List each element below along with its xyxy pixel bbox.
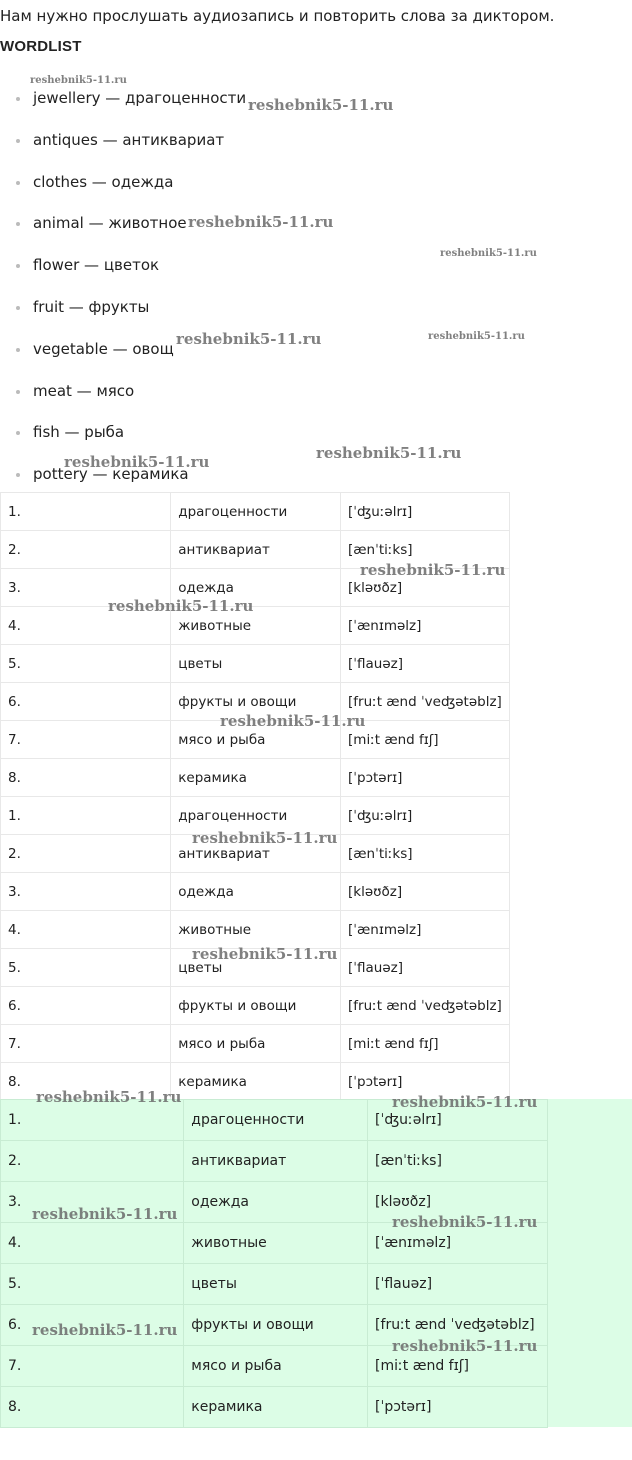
table-row — [1, 493, 510, 531]
table-row — [1, 1223, 548, 1264]
row-number: 5. — [1, 645, 171, 683]
transcription: [ˈpɔtərɪ] — [368, 1387, 548, 1428]
wordlist-item: clothes — одежда — [0, 162, 246, 204]
watermark: reshebnik5-11.ru — [30, 75, 127, 86]
table-row — [1, 835, 510, 873]
watermark: reshebnik5-11.ru — [440, 248, 537, 259]
transcription: [ˈpɔtərɪ] — [341, 1063, 510, 1101]
watermark: reshebnik5-11.ru — [64, 453, 210, 471]
russian-word: цветы — [171, 949, 341, 987]
row-number: 5. — [1, 949, 171, 987]
transcription: [ˈflauəz] — [341, 949, 510, 987]
russian-word: мясо и рыба — [171, 721, 341, 759]
bullet-icon — [16, 390, 20, 394]
table-row — [1, 1305, 548, 1346]
table-row — [1, 1100, 548, 1141]
watermark: reshebnik5-11.ru — [32, 1205, 178, 1223]
row-number: 3. — [1, 1182, 184, 1223]
russian-word: одежда — [184, 1182, 368, 1223]
vocab-table-1 — [0, 492, 510, 797]
transcription: [fruːt ænd ˈveʤətəblz] — [341, 987, 510, 1025]
table-row — [1, 645, 510, 683]
row-number: 8. — [1, 1387, 184, 1428]
russian-word: мясо и рыба — [184, 1346, 368, 1387]
watermark: reshebnik5-11.ru — [392, 1337, 538, 1355]
wordlist-item: antiques — антиквариат — [0, 120, 246, 162]
wordlist-item: fruit — фрукты — [0, 287, 246, 329]
bullet-icon — [16, 473, 20, 477]
table-row — [1, 759, 510, 797]
table-row — [1, 569, 510, 607]
table-row — [1, 797, 510, 835]
transcription: [miːt ænd fɪʃ] — [341, 721, 510, 759]
row-number: 1. — [1, 1100, 184, 1141]
green-table-panel — [0, 1099, 632, 1427]
russian-word: фрукты и овощи — [171, 987, 341, 1025]
row-number: 8. — [1, 1063, 171, 1101]
bullet-icon — [16, 139, 20, 143]
watermark: reshebnik5-11.ru — [360, 561, 506, 579]
table-row — [1, 721, 510, 759]
watermark: reshebnik5-11.ru — [32, 1321, 178, 1339]
row-number: 7. — [1, 1346, 184, 1387]
russian-word: керамика — [171, 759, 341, 797]
table-row — [1, 1264, 548, 1305]
bullet-icon — [16, 306, 20, 310]
transcription: [kləʊðz] — [368, 1182, 548, 1223]
watermark: reshebnik5-11.ru — [428, 331, 525, 342]
transcription: [ˈʤuːəlrɪ] — [341, 493, 510, 531]
bullet-icon — [16, 222, 20, 226]
transcription: [ˈænɪməlz] — [341, 607, 510, 645]
table-row — [1, 1025, 510, 1063]
transcription: [ænˈtiːks] — [341, 835, 510, 873]
table-row — [1, 911, 510, 949]
russian-word: фрукты и овощи — [171, 683, 341, 721]
row-number: 3. — [1, 873, 171, 911]
russian-word: антиквариат — [171, 835, 341, 873]
transcription: [ˈʤuːəlrɪ] — [341, 797, 510, 835]
russian-word: керамика — [184, 1387, 368, 1428]
row-number: 7. — [1, 721, 171, 759]
transcription: [ænˈtiːks] — [368, 1141, 548, 1182]
row-number: 3. — [1, 569, 171, 607]
transcription: [ˈænɪməlz] — [368, 1223, 548, 1264]
russian-word: цветы — [184, 1264, 368, 1305]
wordlist-heading: WORDLIST — [0, 38, 82, 55]
russian-word: животные — [171, 607, 341, 645]
wordlist — [0, 78, 246, 496]
transcription: [kləʊðz] — [341, 873, 510, 911]
table-row — [1, 1346, 548, 1387]
russian-word: животные — [171, 911, 341, 949]
russian-word: драгоценности — [171, 797, 341, 835]
transcription: [miːt ænd fɪʃ] — [368, 1346, 548, 1387]
row-number: 1. — [1, 493, 171, 531]
watermark: reshebnik5-11.ru — [192, 829, 338, 847]
transcription: [fruːt ænd ˈveʤətəblz] — [341, 683, 510, 721]
russian-word: одежда — [171, 569, 341, 607]
bullet-icon — [16, 181, 20, 185]
russian-word: мясо и рыба — [171, 1025, 341, 1063]
row-number: 4. — [1, 1223, 184, 1264]
bullet-icon — [16, 264, 20, 268]
watermark: reshebnik5-11.ru — [108, 597, 254, 615]
watermark: reshebnik5-11.ru — [188, 213, 334, 231]
wordlist-item: fish — рыба — [0, 412, 246, 454]
watermark: reshebnik5-11.ru — [36, 1088, 182, 1106]
russian-word: цветы — [171, 645, 341, 683]
wordlist-item: meat — мясо — [0, 371, 246, 413]
russian-word: драгоценности — [171, 493, 341, 531]
transcription: [ˈpɔtərɪ] — [341, 759, 510, 797]
wordlist-item: flower — цветок — [0, 245, 246, 287]
table-row — [1, 683, 510, 721]
row-number: 2. — [1, 531, 171, 569]
watermark: reshebnik5-11.ru — [392, 1093, 538, 1111]
bullet-icon — [16, 348, 20, 352]
transcription: [ˈænɪməlz] — [341, 911, 510, 949]
wordlist-item: animal — животное — [0, 203, 246, 245]
watermark: reshebnik5-11.ru — [392, 1213, 538, 1231]
transcription: [kləʊðz] — [341, 569, 510, 607]
wordlist-item: jewellery — драгоценности — [0, 78, 246, 120]
watermark: reshebnik5-11.ru — [176, 330, 322, 348]
russian-word: драгоценности — [184, 1100, 368, 1141]
row-number: 4. — [1, 911, 171, 949]
watermark: reshebnik5-11.ru — [248, 96, 394, 114]
russian-word: антиквариат — [171, 531, 341, 569]
table-row — [1, 1387, 548, 1428]
table-row — [1, 1141, 548, 1182]
row-number: 6. — [1, 1305, 184, 1346]
transcription: [ˈʤuːəlrɪ] — [368, 1100, 548, 1141]
row-number: 2. — [1, 835, 171, 873]
row-number: 5. — [1, 1264, 184, 1305]
transcription: [ænˈtiːks] — [341, 531, 510, 569]
table-row — [1, 949, 510, 987]
table-row — [1, 873, 510, 911]
transcription: [miːt ænd fɪʃ] — [341, 1025, 510, 1063]
row-number: 4. — [1, 607, 171, 645]
table-row — [1, 987, 510, 1025]
vocab-table-3 — [0, 1099, 548, 1428]
transcription: [ˈflauəz] — [368, 1264, 548, 1305]
russian-word: одежда — [171, 873, 341, 911]
table-row — [1, 607, 510, 645]
watermark: reshebnik5-11.ru — [192, 945, 338, 963]
russian-word: фрукты и овощи — [184, 1305, 368, 1346]
wordlist-item: pottery — керамика — [0, 454, 246, 496]
russian-word: керамика — [171, 1063, 341, 1101]
table-row — [1, 531, 510, 569]
row-number: 6. — [1, 987, 171, 1025]
watermark: reshebnik5-11.ru — [220, 712, 366, 730]
russian-word: животные — [184, 1223, 368, 1264]
bullet-icon — [16, 97, 20, 101]
table-row — [1, 1182, 548, 1223]
row-number: 1. — [1, 797, 171, 835]
row-number: 6. — [1, 683, 171, 721]
transcription: [ˈflauəz] — [341, 645, 510, 683]
vocab-table-2 — [0, 796, 510, 1101]
wordlist-item: vegetable — овощ — [0, 329, 246, 371]
row-number: 2. — [1, 1141, 184, 1182]
bullet-icon — [16, 431, 20, 435]
transcription: [fruːt ænd ˈveʤətəblz] — [368, 1305, 548, 1346]
watermark: reshebnik5-11.ru — [316, 444, 462, 462]
row-number: 7. — [1, 1025, 171, 1063]
russian-word: антиквариат — [184, 1141, 368, 1182]
row-number: 8. — [1, 759, 171, 797]
intro-text: Нам нужно прослушать аудиозапись и повторить слова за диктором. — [0, 7, 555, 25]
table-row — [1, 1063, 510, 1101]
